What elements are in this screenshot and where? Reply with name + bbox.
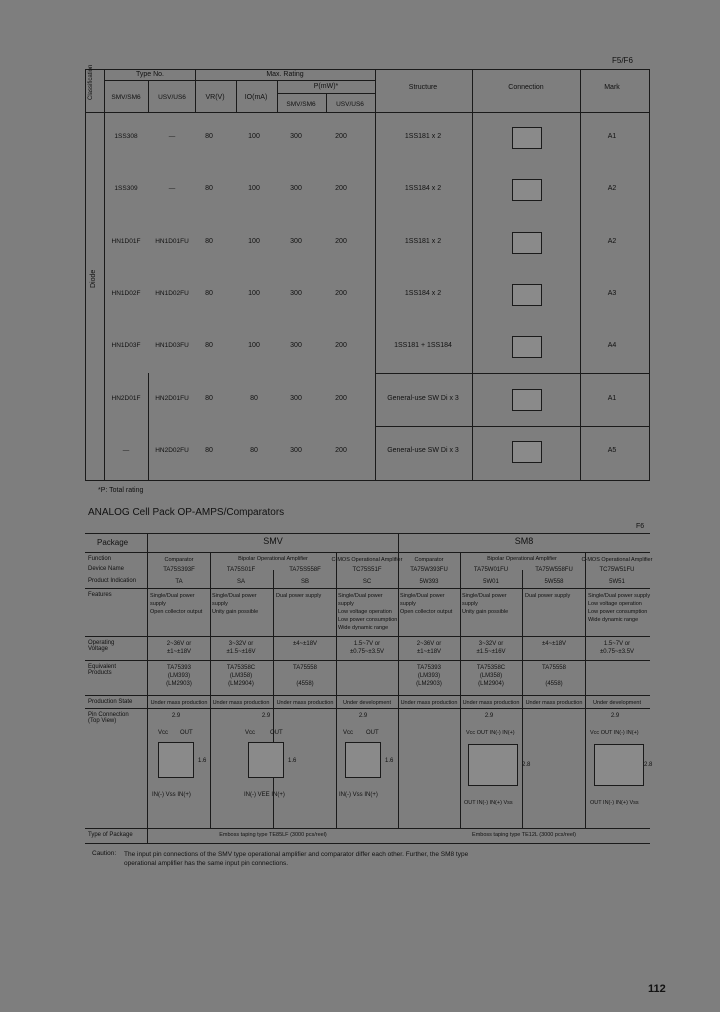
- pin-side: 2.8: [644, 762, 653, 768]
- cell-vr: 80: [205, 447, 213, 454]
- classification-diode: Diode: [90, 269, 97, 288]
- cell-equivalent: TA75358C (LM358) (LM2904): [226, 665, 256, 687]
- cell-voltage: 3~32V or ±1.5~±16V: [476, 641, 506, 655]
- cell-structure: 1SS184 x 2: [404, 290, 442, 297]
- cell-io: 100: [248, 238, 260, 245]
- cell-device: TA75W01FU: [473, 567, 509, 573]
- header-p-smv: SMV/SM6: [286, 101, 316, 108]
- pin-bottom: OUT IN(-) IN(+) Vss: [464, 800, 513, 806]
- pin-top: Vcc OUT IN(-) IN(+): [466, 730, 515, 736]
- label-device-name: Device Name: [88, 566, 125, 572]
- header-max-rating: Max. Rating: [266, 71, 304, 78]
- cell-equivalent: TA75358C (LM358) (LM2904): [476, 665, 506, 687]
- cell-function: C-MOS Operational Amplifier: [581, 557, 653, 563]
- pin-vcc: Vcc: [343, 730, 354, 736]
- connection-diagram: [512, 127, 542, 149]
- function-bipolar-smv: Bipolar Operational Amplifier: [238, 556, 308, 562]
- pin-out: OUT: [366, 730, 379, 736]
- cell-device: TA75S01F: [226, 567, 256, 573]
- label-features: Features: [88, 592, 112, 598]
- label-package: Package: [97, 538, 129, 547]
- ic-package-shape: [594, 744, 644, 786]
- pin-dim: 2.9: [610, 713, 620, 719]
- pin-dim: 2.9: [171, 713, 181, 719]
- cell-io: 80: [250, 395, 258, 402]
- cell-indication: 5W51: [609, 579, 625, 585]
- pin-bottom: IN(-) Vss IN(+): [152, 792, 191, 798]
- cell-mark: A3: [607, 290, 617, 297]
- cell-p1: 300: [290, 447, 302, 454]
- cell-indication: TA: [175, 579, 183, 585]
- label-pin-connection: Pin Connection (Top View): [88, 712, 129, 724]
- cell-p1: 300: [290, 342, 302, 349]
- header-smv: SMV/SM6: [111, 94, 141, 101]
- page-ref: F5/F6: [612, 56, 633, 65]
- cell-p1: 300: [290, 395, 302, 402]
- cell-state: Under mass production: [276, 700, 334, 706]
- pin-dim: 2.9: [358, 713, 368, 719]
- cell-function: C-MOS Operational Amplifier: [331, 557, 403, 563]
- cell-device: TA75W393FU: [410, 567, 448, 573]
- cell-p2: 200: [335, 447, 347, 454]
- ic-package-shape: [158, 742, 194, 778]
- cell-equivalent: TA75558 (4558): [542, 665, 566, 687]
- connection-diagram: [512, 284, 542, 306]
- pin-bottom: IN(-) VEE IN(+): [244, 792, 285, 798]
- cell-p2: 200: [335, 238, 347, 245]
- cell-voltage: 2~36V or ±1~±18V: [416, 641, 442, 655]
- cell-voltage: 3~32V or ±1.5~±16V: [226, 641, 256, 655]
- cell-state: Under development: [342, 700, 392, 706]
- cell-features: Dual power supply: [276, 593, 322, 599]
- cell-smv: 1SS308: [114, 133, 138, 140]
- label-product-indication: Product Indication: [88, 578, 137, 584]
- connection-diagram: [512, 389, 542, 411]
- cell-state: Under mass production: [462, 700, 520, 706]
- cell-device: TC75S51F: [352, 567, 382, 573]
- package-type-smv: Emboss taping type TE85LF (3000 pcs/reel): [219, 832, 327, 838]
- cell-mark: A2: [607, 185, 617, 192]
- cell-function: Comparator: [164, 557, 194, 563]
- cell-usv: HN2D01FU: [155, 395, 189, 402]
- header-mark: Mark: [604, 84, 620, 91]
- f6-ref: F6: [636, 523, 645, 530]
- cell-mark: A1: [607, 133, 617, 140]
- cell-p2: 200: [335, 185, 347, 192]
- cell-indication: 5W393: [419, 579, 439, 585]
- connection-diagram: [512, 336, 542, 358]
- cell-smv: HN1D03F: [111, 342, 141, 349]
- pin-top: Vcc OUT IN(-) IN(+): [590, 730, 639, 736]
- pin-bottom: IN(-) Vss IN(+): [339, 792, 378, 798]
- pin-bottom: OUT IN(-) IN(+) Vss: [590, 800, 639, 806]
- cell-voltage: ±4~±18V: [292, 641, 318, 647]
- cell-structure: 1SS181 x 2: [404, 238, 442, 245]
- cell-smv: 1SS309: [114, 185, 138, 192]
- cell-state: Under mass production: [212, 700, 270, 706]
- header-p-usv: USV/US6: [336, 101, 364, 108]
- connection-diagram: [512, 179, 542, 201]
- header-p: P(mW)*: [313, 83, 339, 90]
- cell-mark: A4: [607, 342, 617, 349]
- pin-side: 2.8: [522, 762, 531, 768]
- cell-voltage: ±4~±18V: [541, 641, 567, 647]
- cell-features: Single/Dual power supply Open collector output: [400, 593, 453, 615]
- cell-state: Under mass production: [400, 700, 458, 706]
- cell-p1: 300: [290, 185, 302, 192]
- ic-package-shape: [468, 744, 518, 786]
- cell-usv: HN1D02FU: [155, 290, 189, 297]
- cell-smv: HN2D01F: [111, 395, 141, 402]
- cell-usv: HN2D02FU: [155, 447, 189, 454]
- cell-voltage: 1.5~7V or ±0.75~±3.5V: [599, 641, 635, 655]
- cell-mark: A1: [607, 395, 617, 402]
- cell-p1: 300: [290, 133, 302, 140]
- footnote: *P: Total rating: [98, 487, 144, 494]
- header-vr: VR(V): [205, 94, 225, 101]
- label-operating-voltage: Operating Voltage: [88, 640, 115, 652]
- cell-structure: 1SS184 x 2: [404, 185, 442, 192]
- connection-diagram: [512, 441, 542, 463]
- cell-indication: 5W558: [544, 579, 564, 585]
- page-number: 112: [648, 983, 666, 995]
- cell-smv: —: [122, 447, 130, 454]
- pin-side: 1.6: [198, 758, 207, 764]
- pin-out: OUT: [270, 730, 283, 736]
- cell-device: TC75W51FU: [599, 567, 635, 573]
- header-io: IO(mA): [244, 94, 268, 101]
- cell-device: TA75S393F: [163, 567, 195, 573]
- pin-out: OUT: [180, 730, 193, 736]
- pin-side: 1.6: [288, 758, 297, 764]
- label-equivalent-products: Equivalent Products: [88, 664, 117, 676]
- cell-p2: 200: [335, 342, 347, 349]
- cell-smv: HN1D02F: [111, 290, 141, 297]
- cell-voltage: 2~36V or ±1~±18V: [166, 641, 192, 655]
- cell-features: Single/Dual power supply Unity gain possible: [212, 593, 259, 615]
- pin-vcc: Vcc: [245, 730, 256, 736]
- cell-vr: 80: [205, 238, 213, 245]
- cell-features: Single/Dual power supply Low voltage operation Low power consumption Wide dynamic range: [338, 593, 398, 631]
- cell-mark: A5: [607, 447, 617, 454]
- cell-io: 100: [248, 290, 260, 297]
- header-usv: USV/US6: [158, 94, 186, 101]
- cell-vr: 80: [205, 133, 213, 140]
- cell-equivalent: TA75393 (LM393) (LM2903): [416, 665, 442, 687]
- cell-indication: SB: [300, 579, 310, 585]
- cell-features: Single/Dual power supply Unity gain possible: [462, 593, 509, 615]
- ic-package-shape: [345, 742, 381, 778]
- header-type-no: Type No.: [135, 71, 165, 78]
- pin-vcc: Vcc: [158, 730, 169, 736]
- header-connection: Connection: [508, 84, 544, 91]
- cell-io: 100: [248, 133, 260, 140]
- cell-p2: 200: [335, 395, 347, 402]
- cell-state: Under mass production: [525, 700, 583, 706]
- cell-device: TA75S558F: [289, 567, 321, 573]
- cell-p1: 300: [290, 290, 302, 297]
- cell-usv: HN1D03FU: [155, 342, 189, 349]
- cell-p2: 200: [335, 290, 347, 297]
- cell-usv: HN1D01FU: [155, 238, 189, 245]
- pin-side: 1.6: [385, 758, 394, 764]
- caution-text: The input pin connections of the SMV type operational amplifier and comparator differ each other. Further, the SM8 type operational amplifier has the same input pin connections.: [124, 851, 469, 867]
- caution-label: Caution:: [92, 850, 117, 857]
- ic-package-shape: [248, 742, 284, 778]
- cell-io: 100: [248, 342, 260, 349]
- pin-dim: 2.9: [484, 713, 494, 719]
- cell-mark: A2: [607, 238, 617, 245]
- cell-voltage: 1.5~7V or ±0.75~±3.5V: [349, 641, 385, 655]
- cell-equivalent: TA75393 (LM393) (LM2903): [166, 665, 192, 687]
- label-type-of-package: Type of Package: [88, 832, 133, 838]
- cell-features: Single/Dual power supply Open collector output: [150, 593, 203, 615]
- function-bipolar-sm8: Bipolar Operational Amplifier: [487, 556, 557, 562]
- cell-structure: 1SS181 x 2: [404, 133, 442, 140]
- header-classification: Classification: [88, 64, 94, 100]
- package-smv: SMV: [263, 536, 283, 546]
- cell-state: Under mass production: [150, 700, 208, 706]
- cell-io: 80: [250, 447, 258, 454]
- cell-usv: —: [168, 185, 176, 192]
- cell-function: Comparator: [414, 557, 444, 563]
- cell-vr: 80: [205, 185, 213, 192]
- cell-vr: 80: [205, 395, 213, 402]
- cell-state: Under development: [592, 700, 642, 706]
- pin-dim: 2.9: [261, 713, 271, 719]
- cell-structure: General-use SW Di x 3: [387, 447, 459, 454]
- cell-indication: SA: [236, 579, 246, 585]
- cell-structure: 1SS181 + 1SS184: [394, 342, 452, 349]
- cell-features: Single/Dual power supply Low voltage operation Low power consumption Wide dynamic range: [588, 593, 651, 623]
- cell-equivalent: TA75558 (4558): [293, 665, 317, 687]
- header-structure: Structure: [408, 84, 438, 91]
- package-sm8: SM8: [514, 536, 534, 546]
- cell-indication: SC: [362, 579, 372, 585]
- cell-vr: 80: [205, 290, 213, 297]
- cell-device: TA75W558FU: [535, 567, 573, 573]
- cell-structure: General-use SW Di x 3: [387, 395, 459, 402]
- cell-p2: 200: [335, 133, 347, 140]
- label-function: Function: [88, 556, 112, 562]
- analog-title: ANALOG Cell Pack OP-AMPS/Comparators: [88, 507, 285, 518]
- connection-diagram: [512, 232, 542, 254]
- cell-vr: 80: [205, 342, 213, 349]
- label-production-state: Production State: [88, 699, 133, 705]
- cell-smv: HN1D01F: [111, 238, 141, 245]
- cell-features: Dual power supply: [525, 593, 571, 599]
- cell-p1: 300: [290, 238, 302, 245]
- cell-indication: 5W01: [483, 579, 499, 585]
- cell-io: 100: [248, 185, 260, 192]
- package-type-sm8: Emboss taping type TE12L (3000 pcs/reel): [472, 832, 576, 838]
- cell-usv: —: [168, 133, 176, 140]
